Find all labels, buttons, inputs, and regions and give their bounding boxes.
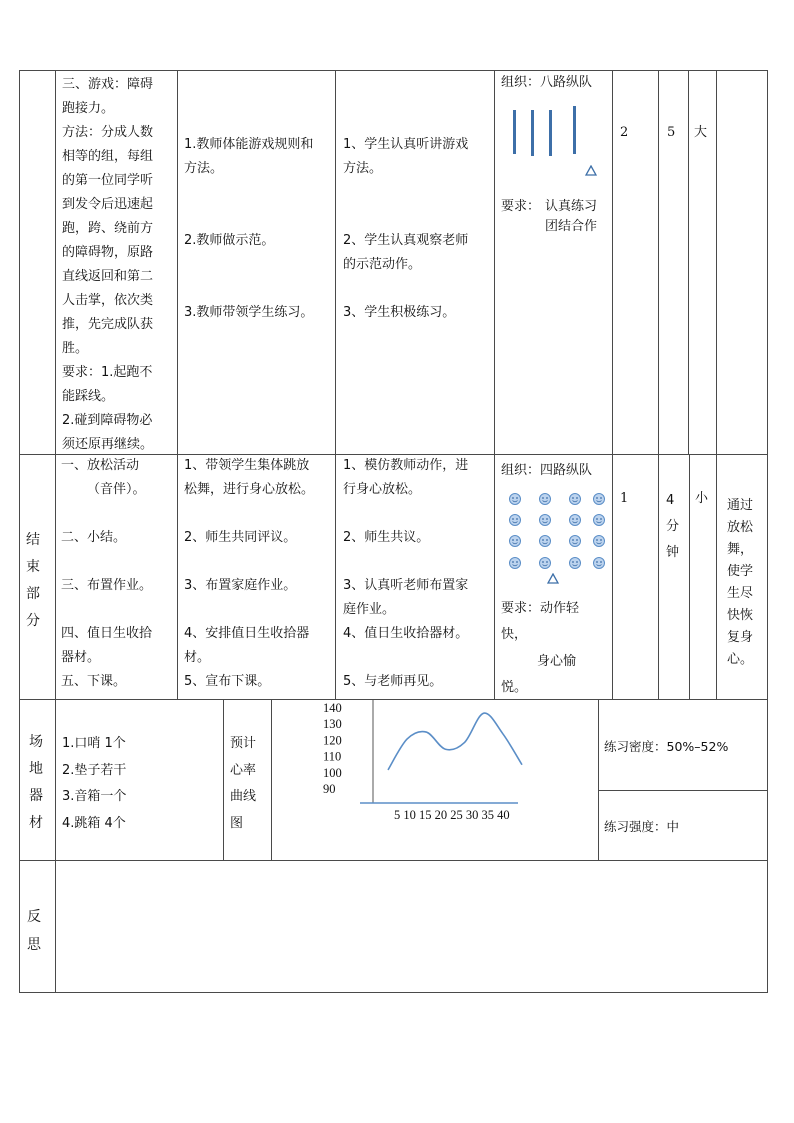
ending-content-line: 器材。 <box>61 650 101 665</box>
rule-label-col <box>55 70 56 993</box>
ending-content-line: 三、布置作业。 <box>61 578 153 593</box>
rule-col-times <box>612 70 613 699</box>
game-content-line: 直线返回和第二 <box>62 269 154 284</box>
student-smiley-icon <box>570 494 581 505</box>
heart-rate-chart <box>272 700 598 860</box>
ending-teacher <box>184 454 314 694</box>
ending-teacher-line: 材。 <box>184 650 211 665</box>
ending-times: 1 <box>620 491 629 506</box>
rule-col-intensity-ending <box>689 454 690 699</box>
student-smiley-icon <box>540 515 551 526</box>
ending-content-line: 二、小结。 <box>61 530 127 545</box>
game-times: 2 <box>620 125 629 140</box>
game-student-line: 2、学生认真观察老师 <box>343 233 469 248</box>
game-content-line: 2.碰到障碍物必 <box>62 413 153 428</box>
section-label-char: 材 <box>29 815 43 831</box>
game-teacher-line <box>184 253 313 277</box>
ending-duration-char: 4 <box>666 493 675 508</box>
ending-note <box>727 495 753 671</box>
ending-teacher-line <box>184 502 314 526</box>
student-smiley-icon <box>594 536 605 547</box>
ending-student <box>343 454 468 694</box>
student-smiley-icon <box>570 536 581 547</box>
game-duration: 5 <box>667 125 676 140</box>
game-student-line <box>343 205 468 229</box>
game-content-line: 相等的组，每组 <box>62 149 154 164</box>
equipment-item: 1.口哨 1个 <box>62 736 126 751</box>
chart-y-tick-label: 110 <box>323 749 342 764</box>
game-content-line: 人击掌，依次类 <box>62 293 154 308</box>
teacher-triangle-icon <box>547 573 559 584</box>
rule-col-duration <box>658 70 659 699</box>
student-smiley-icon <box>510 558 521 569</box>
equipment-item: 3.音箱一个 <box>62 789 127 804</box>
heart-rate-label-line: 图 <box>230 815 244 831</box>
ending-note-line: 通过 <box>727 498 754 513</box>
game-student <box>343 133 468 325</box>
student-smiley-icon <box>594 515 605 526</box>
chart-y-tick-label: 100 <box>323 765 342 780</box>
game-intensity: 大 <box>694 125 708 140</box>
game-req-label: 要求： <box>501 199 541 214</box>
ending-teacher-line <box>184 550 314 574</box>
ending-content-line: （音伴）。 <box>87 482 146 497</box>
rule-right <box>767 70 768 993</box>
rule-col-intensity-game <box>688 70 689 454</box>
ending-req-line-3: 身心愉 <box>537 654 577 669</box>
game-teacher-line: 1.教师体能游戏规则和 <box>184 137 314 152</box>
game-content-line: 须还原再继续。 <box>62 437 154 452</box>
game-student-line: 3、学生积极练习。 <box>343 305 456 320</box>
game-content-line: 要求：1.起跑不 <box>62 365 153 380</box>
chart-y-tick-label: 130 <box>323 717 342 732</box>
game-req-line-1: 认真练习 <box>545 199 598 214</box>
rule-bottom <box>19 992 768 993</box>
ending-duration-char: 分 <box>666 519 680 534</box>
student-smiley-icon <box>510 494 521 505</box>
reflection-section-label <box>27 903 41 959</box>
game-content-line: 的第一位同学听 <box>62 173 154 188</box>
ending-teacher-line <box>184 598 314 622</box>
game-content-line: 胜。 <box>62 341 89 356</box>
rule-col-note <box>716 70 717 699</box>
ending-content-line <box>61 550 152 574</box>
ending-section-label <box>26 527 40 635</box>
ending-content <box>61 454 152 694</box>
section-label-char: 反 <box>27 909 41 925</box>
section-label-char: 分 <box>26 613 40 629</box>
ending-student-line <box>343 550 468 574</box>
section-label-char: 场 <box>29 734 43 750</box>
section-label-char: 结 <box>26 532 40 548</box>
ending-teacher-line: 1、带领学生集体跳放 <box>184 458 310 473</box>
four-column-formation-icon <box>505 489 609 571</box>
ending-req-line-1: 要求：动作轻 <box>501 601 580 616</box>
game-content-line: 到发令后迅速起 <box>62 197 154 212</box>
game-teacher-line: 方法。 <box>184 161 224 176</box>
ending-student-line: 4、值日生收拾器材。 <box>343 626 469 641</box>
student-smiley-icon <box>570 558 581 569</box>
game-content-line: 方法：分成人数 <box>62 125 154 140</box>
chart-x-tick-labels: 5 10 15 20 25 30 35 40 <box>394 808 510 822</box>
game-org-title: 组织：八路纵队 <box>501 75 593 90</box>
game-teacher-line <box>184 277 313 301</box>
student-smiley-icon <box>540 536 551 547</box>
ending-student-line: 行身心放松。 <box>343 482 422 497</box>
ending-req-line-4: 悦。 <box>501 680 528 695</box>
ending-note-line: 快恢 <box>727 608 754 623</box>
heart-rate-label-line: 预计 <box>230 736 257 751</box>
game-content-line: 的障碍物，原路 <box>62 245 154 260</box>
game-student-line: 的示范动作。 <box>343 257 422 272</box>
ending-content-line: 五、下课。 <box>61 674 127 689</box>
game-content-line: 跑接力。 <box>62 101 115 116</box>
student-smiley-icon <box>570 515 581 526</box>
ending-teacher-line: 5、宣布下课。 <box>184 674 271 689</box>
game-teacher <box>184 133 313 325</box>
student-smiley-icon <box>540 494 551 505</box>
chart-y-tick-label: 120 <box>323 733 342 748</box>
reflection-content-area[interactable] <box>56 861 767 992</box>
game-teacher-line: 3.教师带领学生练习。 <box>184 305 314 320</box>
chart-y-tick-label: 140 <box>323 701 342 715</box>
rule-density-split <box>598 790 768 791</box>
rule-col-density <box>598 699 599 860</box>
game-content-line: 跑，跨、绕前方 <box>62 221 154 236</box>
student-smiley-icon <box>594 494 605 505</box>
equipment-list <box>62 731 126 837</box>
ending-teacher-line: 4、安排值日生收拾器 <box>184 626 310 641</box>
heart-rate-label-line: 心率 <box>230 762 257 778</box>
game-teacher-line <box>184 181 313 205</box>
section-label-char: 思 <box>27 937 41 953</box>
ending-student-line: 2、师生共议。 <box>343 530 430 545</box>
student-smiley-icon <box>594 558 605 569</box>
student-smiley-icon <box>510 515 521 526</box>
ending-content-line <box>61 598 152 622</box>
equipment-section-label <box>29 729 43 837</box>
ending-student-line: 5、与老师再见。 <box>343 674 443 689</box>
chart-y-tick-label: 90 <box>323 782 336 796</box>
game-content <box>62 73 153 457</box>
ending-org-title: 组织：四路纵队 <box>501 463 593 478</box>
ending-student-line <box>343 502 468 526</box>
heart-rate-label <box>230 731 256 837</box>
practice-density: 练习密度：50%–52% <box>604 739 729 754</box>
ending-duration-char: 钟 <box>666 545 680 560</box>
ending-teacher-line: 3、布置家庭作业。 <box>184 578 297 593</box>
rule-col-teacher <box>177 70 178 699</box>
ending-student-line <box>343 646 468 670</box>
ending-duration <box>666 488 679 566</box>
rule-top <box>19 70 768 71</box>
ending-req-line-2: 快， <box>501 627 528 642</box>
ending-note-line: 舞， <box>727 542 754 557</box>
game-teacher-line: 2.教师做示范。 <box>184 233 275 248</box>
ending-intensity: 小 <box>695 491 709 506</box>
ending-student-line: 3、认真听老师布置家 <box>343 578 469 593</box>
teacher-triangle-icon <box>585 165 597 176</box>
rule-left <box>19 70 20 993</box>
section-label-char: 地 <box>29 761 43 777</box>
ending-note-line: 放松 <box>727 520 754 535</box>
equipment-item: 2.垫子若干 <box>62 762 127 778</box>
game-student-line <box>343 181 468 205</box>
heart-rate-label-line: 曲线 <box>230 789 257 804</box>
section-label-char: 束 <box>26 559 40 575</box>
game-content-line: 推，先完成队获 <box>62 317 154 332</box>
game-content-line: 三、游戏：障碍 <box>62 77 154 92</box>
ending-note-line: 使学 <box>727 564 754 579</box>
student-smiley-icon <box>540 558 551 569</box>
ending-teacher-line: 2、师生共同评议。 <box>184 530 297 545</box>
ending-content-line <box>61 502 152 526</box>
ending-note-line: 复身 <box>727 630 754 645</box>
ending-student-line: 1、模仿教师动作，进 <box>343 458 469 473</box>
section-label-char: 器 <box>29 788 43 804</box>
game-content-line: 能踩线。 <box>62 389 115 404</box>
ending-content-line: 一、放松活动 <box>61 458 140 473</box>
game-teacher-line <box>184 205 313 229</box>
section-label-char: 部 <box>26 586 40 602</box>
ending-note-line: 心。 <box>727 652 754 667</box>
rule-col-student <box>335 70 336 699</box>
ending-teacher-line: 松舞，进行身心放松。 <box>184 482 315 497</box>
game-req-line-2: 团结合作 <box>545 219 598 234</box>
game-student-line: 1、学生认真听讲游戏 <box>343 137 469 152</box>
rule-col-hr-label <box>223 699 224 860</box>
ending-note-line: 生尽 <box>727 586 754 601</box>
practice-strength: 练习强度：中 <box>604 819 680 834</box>
rule-col-org <box>494 70 495 699</box>
game-student-line: 方法。 <box>343 161 383 176</box>
ending-content-line: 四、值日生收拾 <box>61 626 153 641</box>
heart-rate-series-line <box>388 713 522 770</box>
student-smiley-icon <box>510 536 521 547</box>
equipment-item: 4.跳箱 4个 <box>62 815 126 831</box>
game-student-line <box>343 277 468 301</box>
ending-student-line: 庭作业。 <box>343 602 396 617</box>
